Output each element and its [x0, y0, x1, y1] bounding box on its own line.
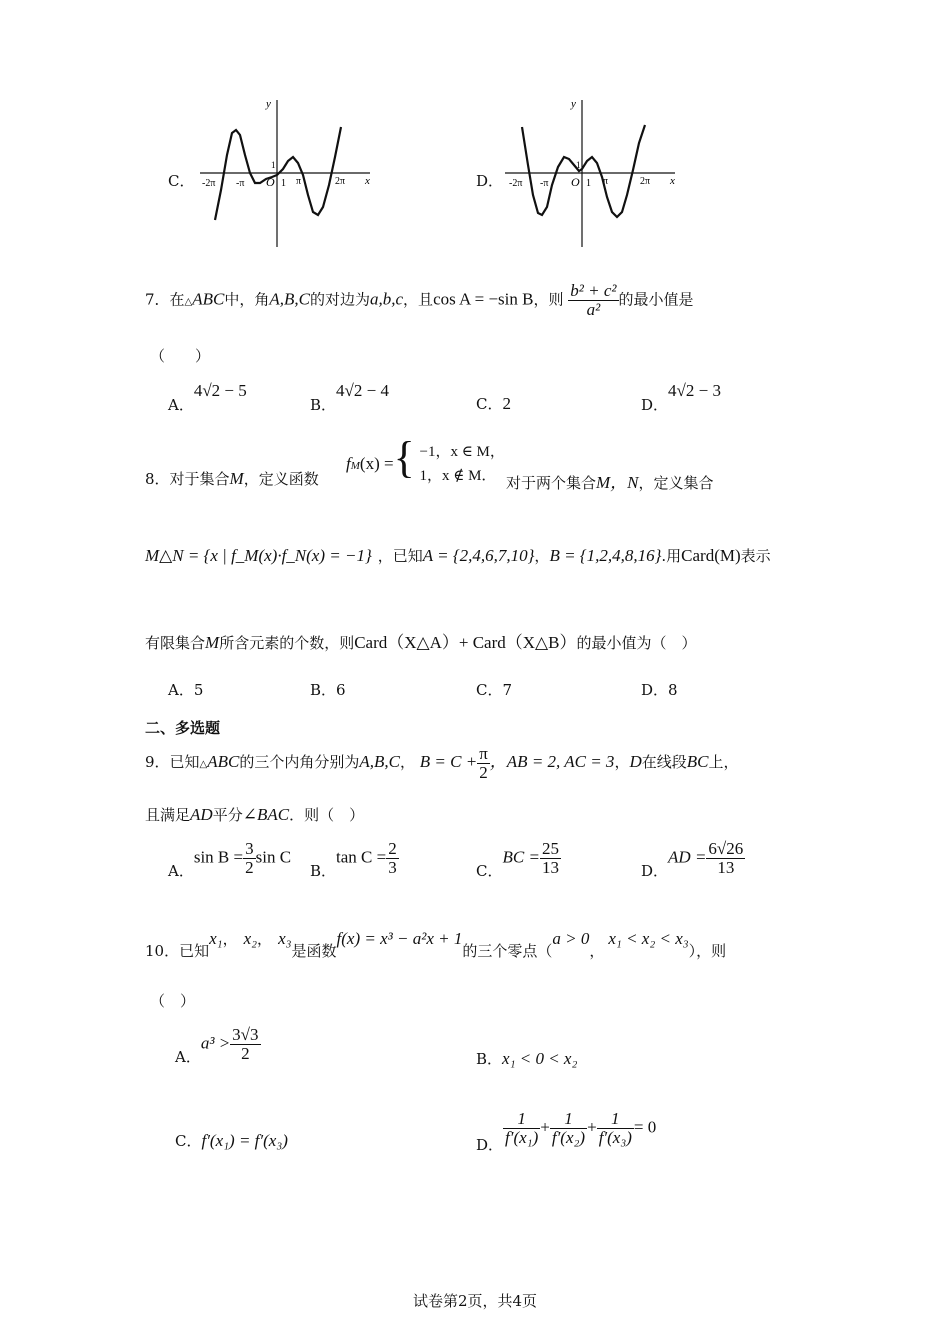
q10-option-c: C．f′(x₁) = f′(x₃)	[175, 1131, 288, 1150]
tick-pi: π	[603, 176, 609, 187]
tick-2pi: 2π	[335, 176, 346, 187]
tick-neg-2pi: -2π	[202, 178, 216, 189]
tick-neg-pi: -π	[540, 178, 549, 189]
question-8-line-3: 有限集合M所含元素的个数，则Card（X△A）+ Card（X△B）的最小值为（ ）	[145, 633, 697, 652]
q9-option-b: B．tan C = $\frac{2}{3}$	[310, 839, 397, 881]
q7-option-d: D．4√2 − 3	[641, 381, 721, 414]
tick-2pi: 2π	[640, 176, 651, 187]
origin-label: O	[571, 175, 580, 189]
tick-neg-pi: -π	[236, 178, 245, 189]
q7-answer-paren: （ ）	[150, 347, 211, 365]
question-9-line-2: 且满足AD平分∠BAC．则（ ）	[145, 805, 365, 824]
origin-label: O	[266, 175, 275, 189]
page-footer: 试卷第2页，共4页	[412, 1292, 538, 1310]
q9-option-c: C．BC = $\frac{25}{13}$	[476, 839, 559, 881]
q7-fraction: $\frac{\text{b² + c²}}{\text{a²}}$	[570, 281, 617, 319]
tick-neg-2pi: -2π	[509, 178, 523, 189]
section-2-heading: 二、多选题	[145, 719, 221, 737]
q8-option-a: A．5	[168, 681, 204, 699]
q9-option-d: D．AD = $\frac{6√26}{13}$	[641, 839, 744, 881]
question-9-line-1: 9．已知△ABC的三个内角分别为A,B,C， B = C + $\frac{\pi}{2}$ ，AB = 2, AC = 3，D在线段BC上，	[145, 743, 739, 782]
option-c-label: C．	[168, 172, 195, 190]
q7-option-b: B．4√2 − 4	[310, 381, 389, 414]
option-d-label: D．	[476, 172, 504, 190]
q7-option-c: C．2	[476, 394, 511, 413]
q8-option-b: B．6	[310, 681, 346, 699]
question-7-stem: 7．在△ABC中，角A,B,C的对边为a,b,c，且cos A = −sin B，则 $\frac{\text{b² + c²}}{\text{a²}}$ 的最小值是	[145, 281, 694, 319]
q10-answer-paren: （ ）	[150, 992, 196, 1010]
y-axis-label: y	[571, 98, 576, 110]
question-10-line-1: 10．已知x₁， x₂， x₃是函数f(x) = x³ − a²x + 1的三个零点（a > 0，x₁ < x₂ < x₃），则	[145, 929, 727, 960]
tick-one: 1	[586, 178, 591, 189]
q8-option-c: C．7	[476, 681, 513, 699]
question-8-line-1b: 对于两个集合M，N，定义集合	[506, 473, 714, 492]
y-one-label: 1	[576, 160, 581, 170]
x-axis-label: x	[365, 175, 370, 187]
q8-option-d: D．8	[641, 681, 678, 699]
q10-option-d: D． $\frac{1}{\text{f′(x₁)}}$ + $\frac{1}{\text{f′(x₂)}}$ + $\frac{1}{\text{f′(x₃)}}$ = 0	[476, 1109, 657, 1155]
tick-one: 1	[281, 178, 286, 189]
q8-piecewise-function: $f_M(x)$ ={ −1，x ∈ M， 1，x ∉ M．	[346, 433, 505, 484]
tick-pi: π	[296, 176, 302, 187]
question-8-line-2: M△N = {x | f_M(x)·f_N(x) = −1} ，已知A = {2,4,6,7,10}，B = {1,2,4,8,16}.用Card(M)表示	[145, 546, 771, 565]
graph-c	[195, 95, 380, 250]
graph-d	[500, 95, 685, 250]
q10-option-b: B．x₁ < 0 < x₂	[476, 1049, 578, 1068]
y-one-label: 1	[271, 160, 276, 170]
q9-option-a: A．sin B = $\frac{3}{2}$ sin C	[168, 839, 292, 881]
q7-option-a: A．4√2 − 5	[168, 381, 247, 414]
y-axis-label: y	[266, 98, 271, 110]
q10-option-a: A．a³ > $\frac{3√3}{2}$	[175, 1025, 259, 1067]
x-axis-label: x	[670, 175, 675, 187]
question-8-line-1a: 8．对于集合M，定义函数	[145, 469, 319, 488]
